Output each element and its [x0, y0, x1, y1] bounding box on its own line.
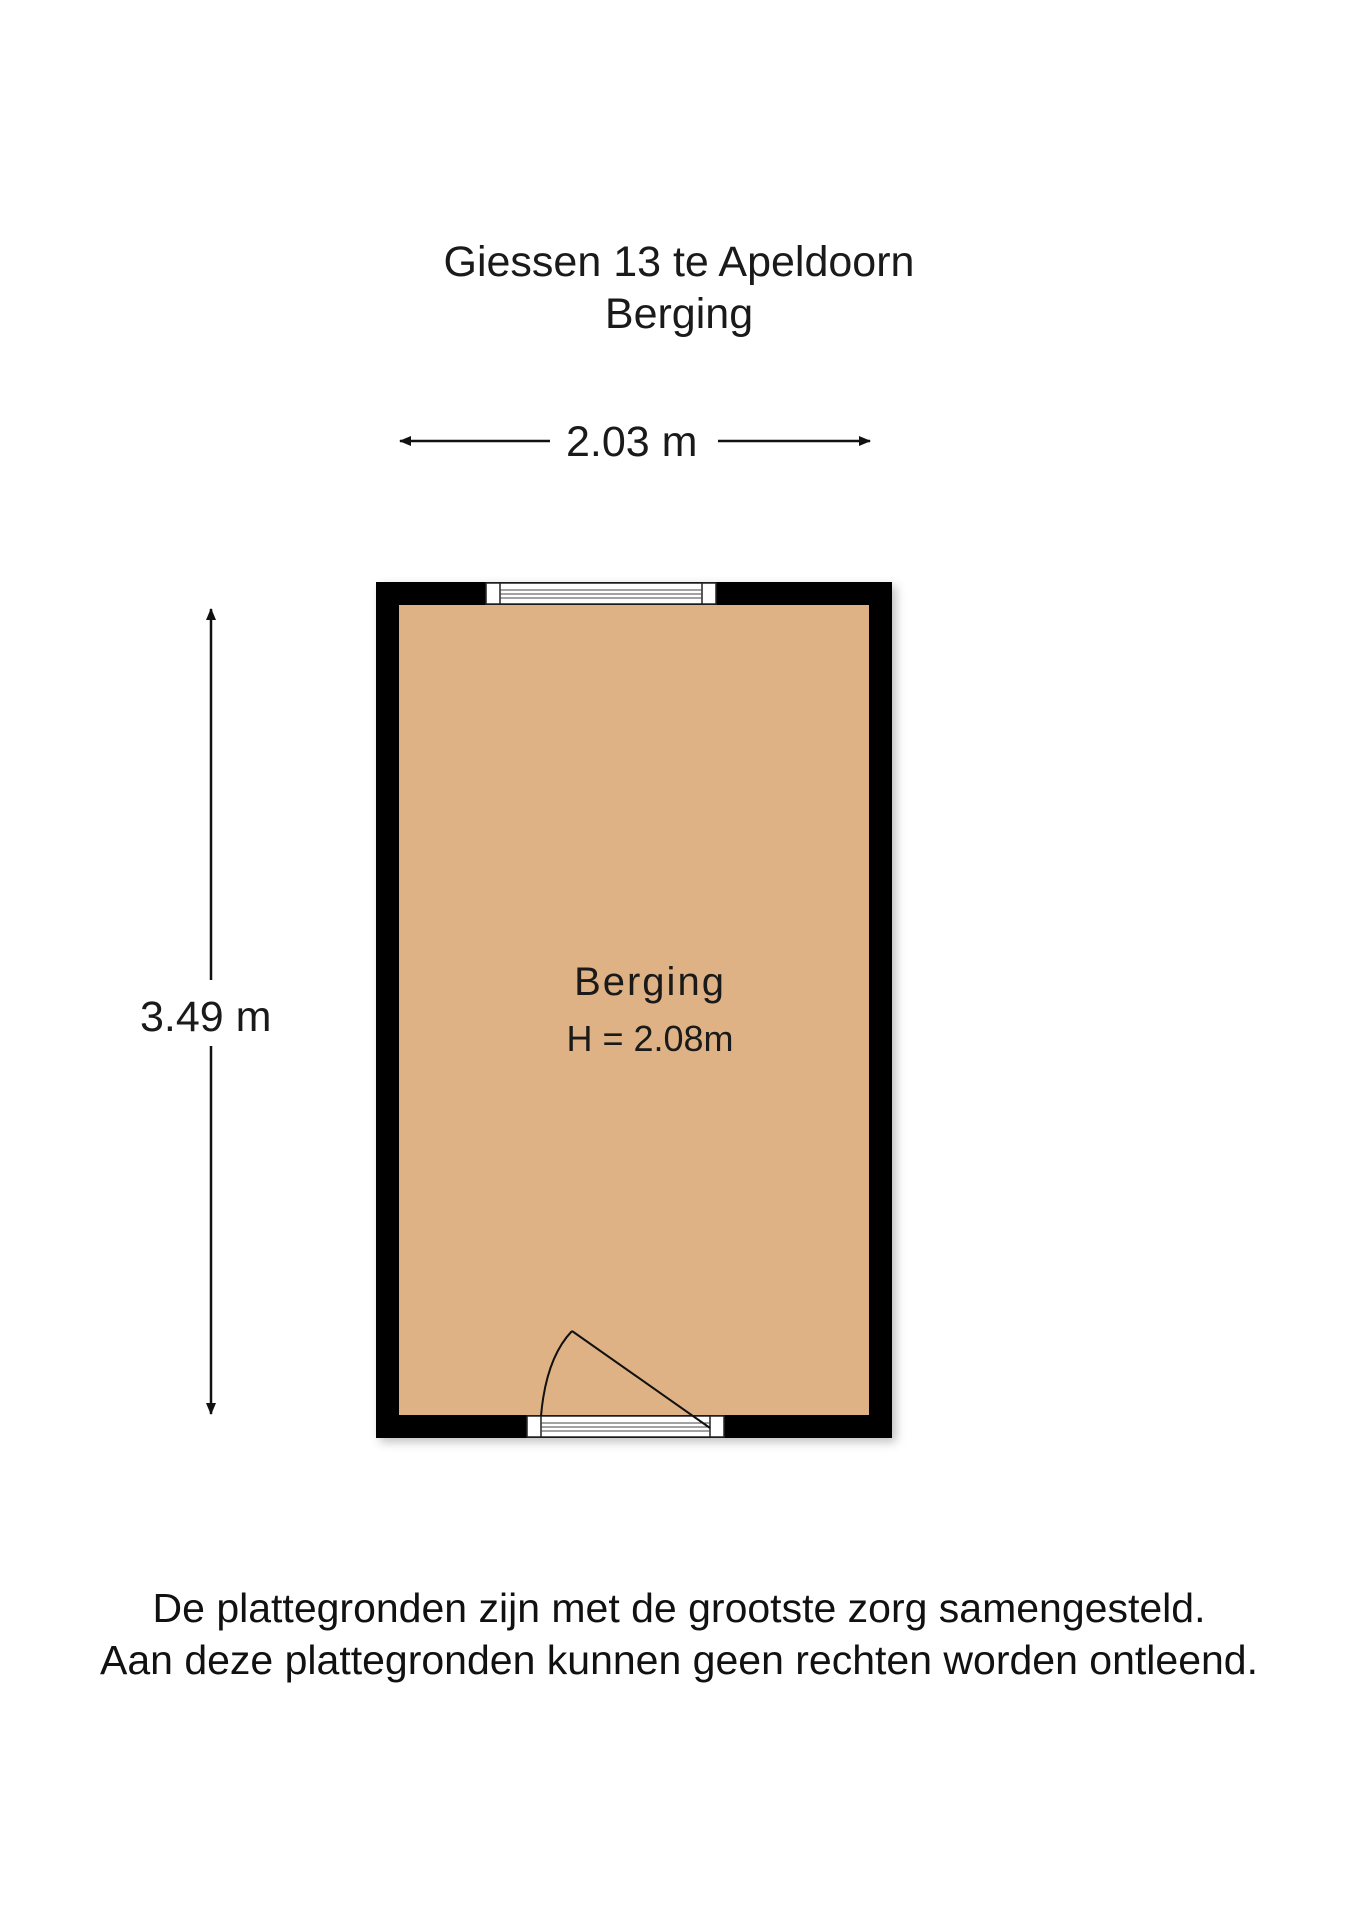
address-title: Giessen 13 te Apeldoorn — [443, 238, 915, 286]
room-height-label: H = 2.08m — [566, 1018, 734, 1059]
disclaimer-line-1: De plattegronden zijn met de grootste zorg samengesteld. — [152, 1585, 1206, 1631]
room-floor — [399, 605, 869, 1415]
width-dimension-label: 2.03 m — [556, 417, 707, 467]
disclaimer-line-2: Aan deze plattegronden kunnen geen rechten worden ontleend. — [99, 1637, 1258, 1683]
room-name-label: Berging — [574, 960, 726, 1004]
window — [486, 583, 716, 604]
room-berging — [376, 582, 892, 1438]
disclaimer — [0, 1582, 1358, 1686]
depth-dimension-label: 3.49 m — [140, 988, 271, 1046]
floor-title: Berging — [604, 290, 754, 338]
